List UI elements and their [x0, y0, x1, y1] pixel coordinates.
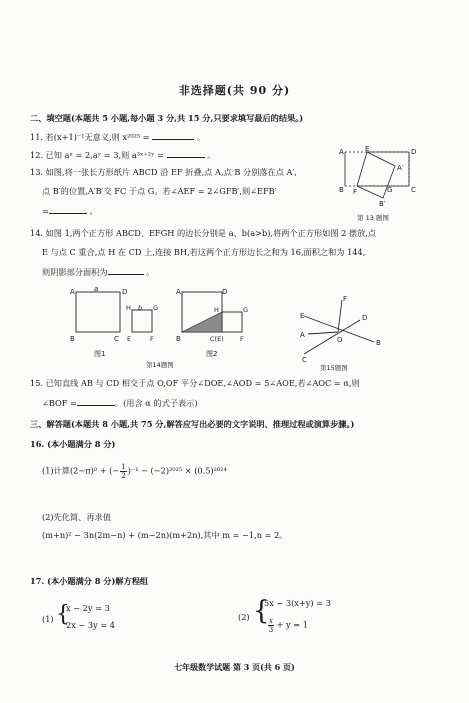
answer-blank-15[interactable] — [77, 397, 115, 406]
question-15-text: ∠BOF = — [42, 398, 77, 408]
fig13-label-B: B — [339, 186, 344, 194]
fig14-shaded-area — [182, 312, 222, 332]
section-3-heading: 三、解答题(本题共 8 小题,共 75 分,解答应写出必要的文字说明、推理过程或演算步骤。) — [30, 419, 355, 429]
section-2-heading: 二、填空题(本题共 5 小题,每小题 3 分,共 15 分,只要求填写最后的结果。) — [30, 113, 304, 123]
q16-1-fraction — [120, 463, 126, 480]
fig13-label-F: F — [353, 188, 358, 196]
fig14-label-C: C — [114, 335, 119, 343]
fig14-square-abcd — [76, 292, 120, 332]
fig15-label-D: D — [362, 314, 368, 322]
fig14-2-label: 图2 — [206, 350, 218, 358]
fig14-1-label: 图1 — [94, 350, 106, 358]
fig13-fold-line — [357, 152, 367, 186]
question-16-part-1 — [42, 463, 227, 480]
question-12-text: 12. 已知 aˣ = 2,aʸ = 3,则 a³ˣ⁺²ʸ = — [30, 150, 167, 160]
fig14-label-B: B — [70, 335, 75, 343]
q17-1-eq2: 2x − 3y = 4 — [66, 620, 116, 630]
fig13-label-G: G — [387, 186, 393, 194]
fig13-label-E: E — [365, 145, 370, 153]
fig15-ray-OE — [308, 332, 338, 334]
answer-blank-13[interactable] — [49, 205, 87, 214]
q16-1-text-b: )⁻¹ − (−2)²⁰²⁵ × (0.5)²⁰²⁴ — [127, 465, 227, 476]
figure-13 — [335, 144, 420, 224]
fig14-2-label-CE: C(E) — [210, 335, 224, 343]
question-16-part-2: (2)先化简、再求值 — [42, 512, 111, 522]
answer-blank-11[interactable] — [152, 131, 194, 140]
q17-1-brace: { — [56, 602, 70, 627]
fig14-label-b: b — [138, 304, 143, 312]
q16-1-frac-num: 1 — [121, 463, 126, 471]
fig15-line-CD — [304, 320, 360, 354]
q16-1-frac-den: 2 — [121, 472, 126, 480]
fig15-label-B: B — [376, 339, 381, 347]
page-footer: 七年级数学试题 第 3 页(共 6 页) — [174, 662, 295, 672]
fig15-label-F: F — [343, 295, 348, 303]
question-13-line-3: = 。 — [42, 206, 98, 216]
q17-2-eq1: 5x − 3(x+y) = 3 — [264, 598, 331, 608]
question-11-text: 11. 若(x+1)⁻¹无意义,则 x²⁰²⁵ = — [30, 132, 153, 142]
fig15-label-E: E — [300, 312, 305, 320]
answer-blank-14[interactable] — [108, 266, 144, 275]
question-14-line-2: E 与点 C 重合,点 H 在 CD 上,连接 BH,若这两个正方形边长之和为 16,面积之和为 144, — [42, 247, 366, 257]
fig14-label-E: E — [127, 335, 132, 343]
q17-2-frac-den: 3 — [268, 626, 274, 634]
fig14-2-label-F: F — [240, 335, 244, 343]
q17-2-eq2 — [268, 617, 308, 634]
fig14-label-A: A — [70, 288, 75, 296]
question-14-line-1: 14. 如图 1,两个正方形 ABCD、EFGH 的边长分别是 a、b(a>b),将两个正方形如图 2 摆放,点 — [30, 228, 377, 238]
answer-blank-12[interactable] — [167, 149, 205, 158]
q17-2-fraction — [268, 617, 274, 634]
fig14-label-G: G — [153, 304, 159, 312]
question-15-note: 。(用含 α 的式子表示) — [114, 398, 198, 408]
question-17-heading: 17. (本小题满分 8 分)解方程组 — [30, 576, 149, 586]
q17-1-label: (1) — [42, 614, 54, 624]
q17-2-frac-num: x — [269, 617, 273, 625]
question-15-line-1: 15. 已知直线 AB 与 CD 相交于点 O,OF 平分∠DOE,∠AOD = 5∠AOE,若∠AOC = α,则 — [30, 378, 360, 388]
fig13-caption: 第 13 题图 — [357, 214, 389, 222]
q17-2-brace: { — [253, 596, 270, 626]
question-16-part-2-expr: (m+n)² − 3n(2m−n) + (m−2n)(m+2n),其中 m = −1,n = 2。 — [42, 530, 288, 540]
fig14-label-D: D — [122, 288, 128, 296]
fig14-2-label-B: B — [176, 335, 181, 343]
fig14-2-label-G: G — [243, 306, 249, 314]
fig14-2-label-H: H — [214, 306, 219, 314]
question-11: 11. 若(x+1)⁻¹无意义,则 x²⁰²⁵ = 。 — [30, 132, 206, 142]
question-15-line-2 — [42, 397, 198, 409]
fig13-label-A: A — [339, 148, 344, 156]
q17-2-label: (2) — [238, 612, 250, 622]
fig14-label-F: F — [150, 335, 154, 343]
fig14-2-square-small — [222, 312, 242, 332]
question-14-text-end: 则阴影部分面积为 — [42, 267, 108, 277]
question-13-eq: = — [42, 206, 49, 216]
fig15-caption: 第15题图 — [320, 364, 348, 372]
question-13-line-1: 13. 如图,将一张长方形纸片 ABCD 沿 EF 折叠,点 A,点 B 分别落在点 A′, — [30, 167, 297, 177]
fig15-label-O: O — [337, 336, 343, 344]
fig14-caption: 第14题图 — [146, 361, 174, 369]
question-13-line-2: 点 B′的位置,A′B′交 FC 于点 G。若∠AEF = 2∠GFB′,则∠EFB′ — [42, 186, 277, 196]
page-title: 非选择题(共 90 分) — [178, 84, 291, 97]
question-16-heading: 16. (本小题满分 8 分) — [30, 439, 116, 449]
fig14-2-label-D: D — [222, 288, 228, 296]
figure-15 — [290, 290, 390, 372]
question-14-line-3: 则阴影部分面积为 。 — [42, 267, 155, 277]
fig13-label-A-prime: A′ — [397, 164, 404, 172]
fig13-label-C: C — [411, 186, 416, 194]
fig15-ray-OF — [338, 300, 342, 332]
q16-1-text-a: (1)计算(2−π)⁰ + (− — [42, 465, 120, 476]
fig14-label-a: a — [94, 285, 99, 293]
fig14-label-H: H — [126, 304, 131, 312]
question-12: 12. 已知 aˣ = 2,aʸ = 3,则 a³ˣ⁺²ʸ = 。 — [30, 150, 216, 160]
figure-14 — [64, 284, 264, 370]
fig14-square-efgh — [132, 310, 152, 332]
fig15-label-C: C — [302, 356, 307, 364]
fig14-2-label-A: A — [176, 288, 181, 296]
fig15-label-A: A — [300, 331, 305, 339]
q17-1-eq1: x − 2y = 3 — [66, 603, 110, 613]
fig13-label-D: D — [411, 148, 417, 156]
fig13-label-B-prime: B′ — [379, 200, 386, 208]
q17-2-eq2-text: + y = 1 — [276, 619, 308, 630]
